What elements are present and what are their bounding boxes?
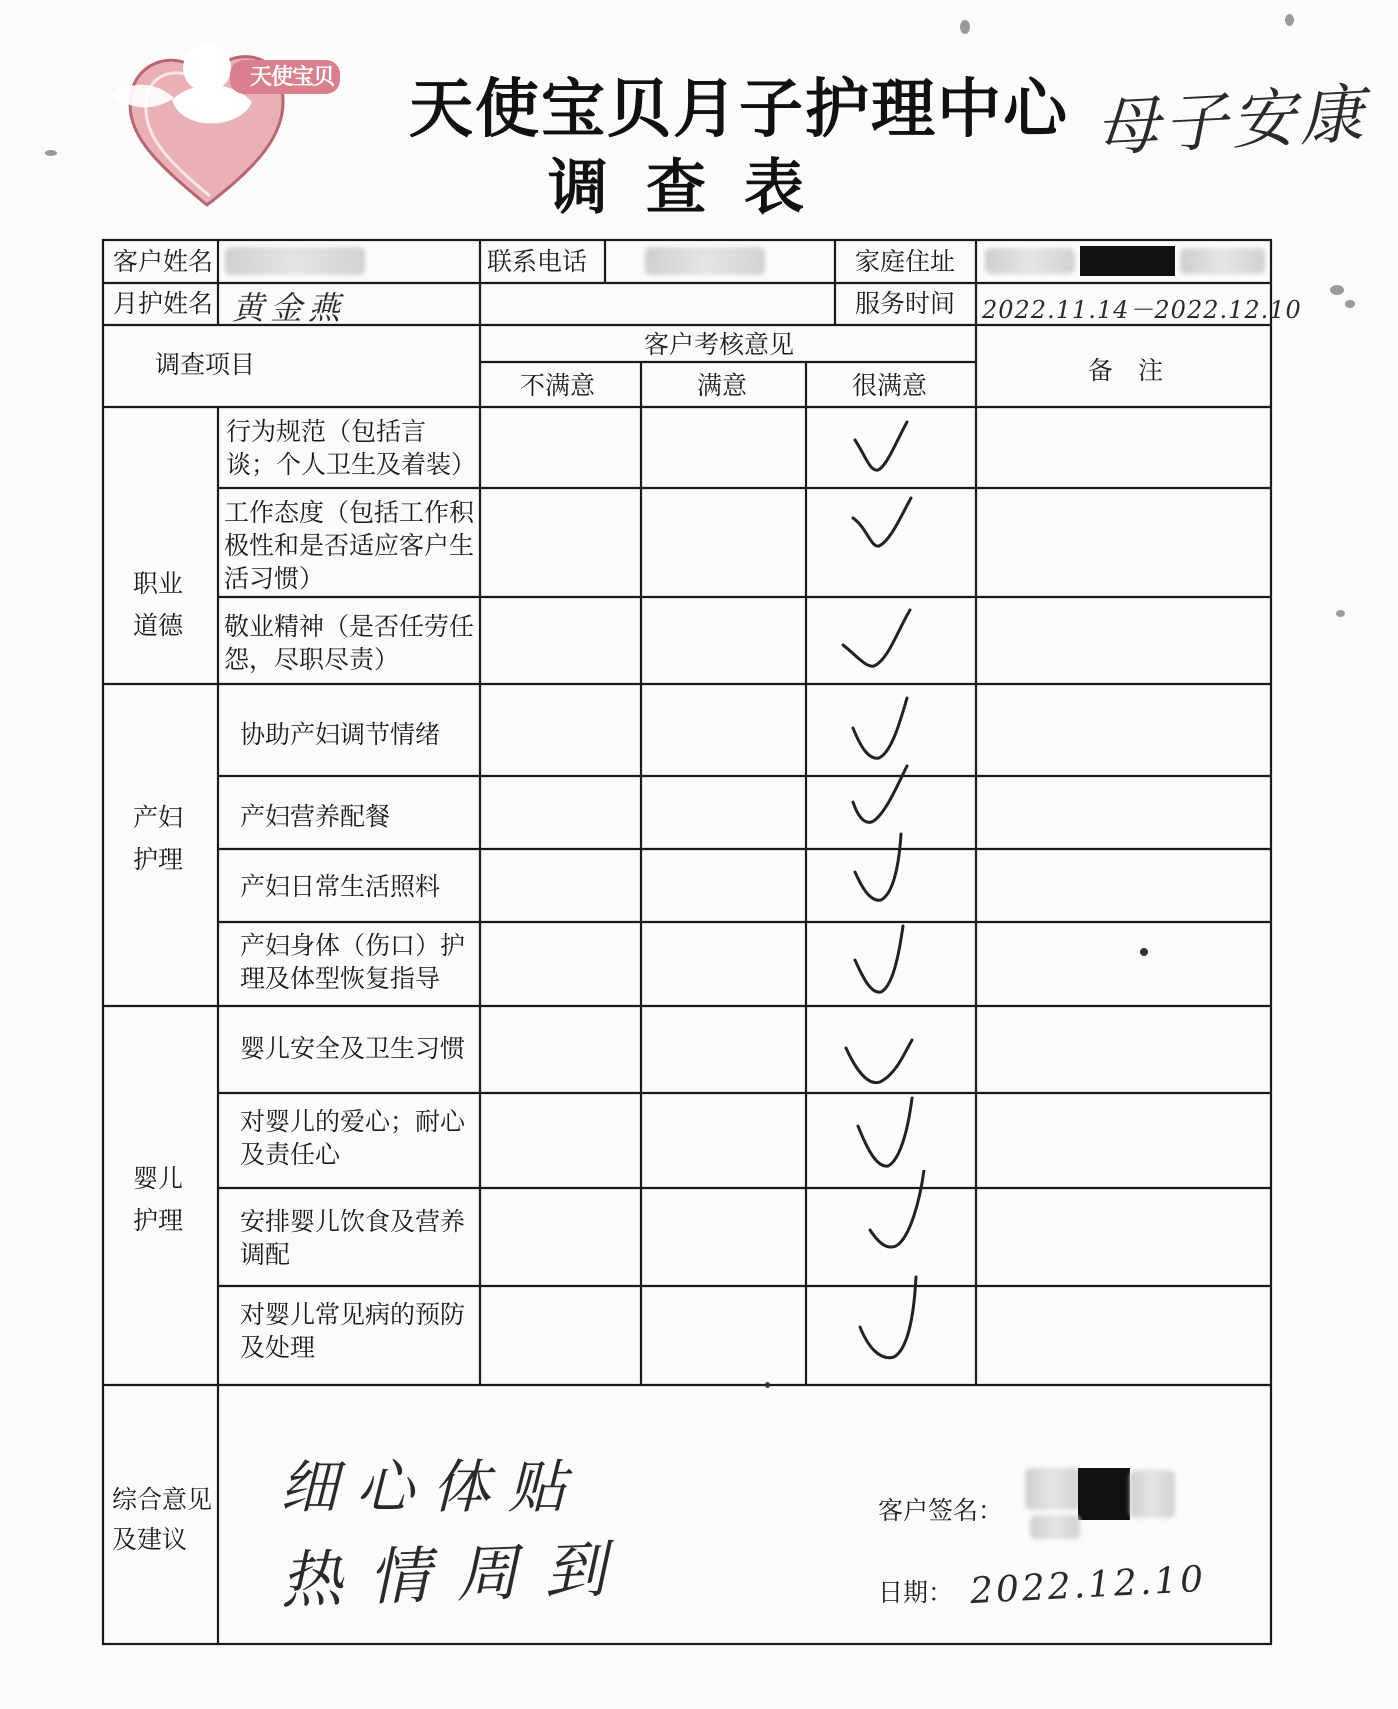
item-text: 敬业精神（是否任劳任怨，尽职尽责）	[224, 612, 475, 674]
comment-line-1: 细心体贴	[280, 1453, 585, 1521]
date-value: 2022.12.10	[969, 1558, 1208, 1613]
item-text: 产妇身体（伤口）护理及体型恢复指导	[240, 931, 466, 993]
item-text: 安排婴儿饮食及营养调配	[240, 1207, 466, 1269]
date-label: 日期：	[878, 1578, 954, 1607]
redacted-signature-a	[1025, 1468, 1080, 1510]
scan-speck	[45, 150, 57, 156]
check-mark-icon	[860, 1170, 950, 1260]
check-mark-icon	[852, 1275, 942, 1365]
logo-text: 天使宝贝	[250, 65, 335, 90]
comment-line-2: 热情周到	[279, 1531, 634, 1618]
service-time-label: 服务时间	[855, 289, 956, 318]
item-text: 产妇日常生活照料	[240, 872, 441, 901]
check-mark-icon	[840, 1010, 930, 1100]
scan-speck	[1345, 300, 1355, 308]
address-label: 家庭住址	[855, 247, 956, 276]
scan-speck	[1336, 610, 1345, 617]
check-mark-icon	[848, 1090, 938, 1180]
scan-speck	[1140, 948, 1148, 956]
item-text: 工作态度（包括工作积极性和是否适应客户生活习惯）	[224, 498, 475, 593]
redacted-customer-name	[225, 247, 365, 275]
redacted-signature-b	[1130, 1470, 1175, 1518]
redacted-address-black	[1080, 246, 1175, 276]
scan-speck	[960, 20, 970, 34]
item-text: 对婴儿的爱心；耐心及责任心	[240, 1107, 466, 1169]
nurse-name-value: 黄金燕	[232, 289, 347, 327]
category-mother-care: 产妇 护理	[133, 803, 184, 874]
redacted-signature-black	[1078, 1468, 1130, 1520]
redacted-address-a	[985, 248, 1075, 274]
handwritten-motto: 母子安康	[1093, 77, 1370, 167]
nurse-name-label: 月护姓名	[113, 289, 214, 318]
col-satisfied: 满意	[697, 371, 748, 400]
col-unsatisfied: 不满意	[520, 371, 596, 400]
check-mark-icon	[845, 918, 935, 1008]
survey-item-header: 调查项目	[155, 350, 256, 379]
scan-speck	[1330, 285, 1344, 295]
customer-name-label: 客户姓名	[113, 247, 214, 276]
item-text: 产妇营养配餐	[240, 802, 391, 831]
opinion-group-header: 客户考核意见	[644, 330, 795, 359]
service-time-value: 2022.11.14－2022.12.10	[982, 296, 1302, 324]
col-very-satisfied: 很满意	[852, 371, 928, 400]
redacted-phone	[645, 247, 765, 275]
item-text: 行为规范（包括言谈；个人卫生及着装）	[226, 417, 477, 479]
phone-label: 联系电话	[487, 247, 588, 276]
item-text: 婴儿安全及卫生习惯	[240, 1034, 466, 1063]
check-mark-icon	[845, 490, 935, 580]
item-text: 协助产妇调节情绪	[240, 720, 441, 749]
redacted-signature-c	[1030, 1515, 1080, 1539]
category-baby-care: 婴儿 护理	[133, 1164, 184, 1235]
check-mark-icon	[845, 830, 935, 920]
scan-speck	[765, 1382, 770, 1388]
form-title: 天使宝贝月子护理中心	[409, 73, 1069, 147]
check-mark-icon	[838, 600, 928, 690]
signature-label: 客户签名：	[878, 1496, 1004, 1525]
item-text: 对婴儿常见病的预防及处理	[240, 1300, 466, 1362]
scan-speck	[1285, 14, 1294, 26]
category-professional-ethics: 职业 道德	[133, 569, 184, 640]
form-subtitle: 调查表	[548, 153, 842, 223]
check-mark-icon	[845, 410, 935, 500]
remarks-header: 备 注	[1088, 356, 1164, 385]
comments-label: 综合意见 及建议	[112, 1485, 213, 1554]
redacted-address-b	[1180, 248, 1265, 274]
